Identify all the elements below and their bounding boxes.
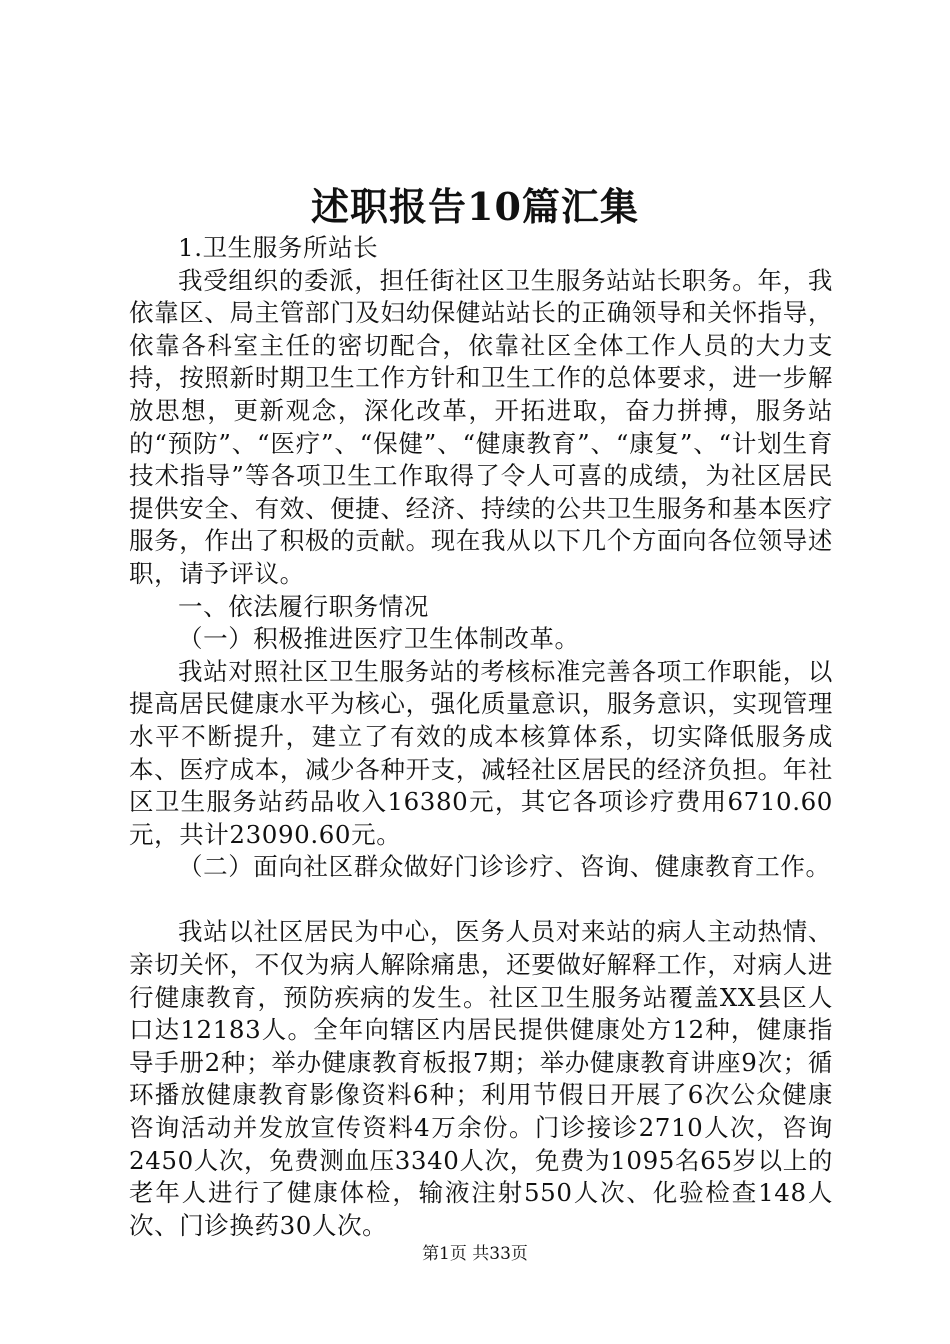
- page-title: 述职报告10篇汇集: [311, 184, 639, 229]
- section-heading: 1.卫生服务所站长: [178, 233, 379, 262]
- paragraph: 我受组织的委派，担任街社区卫生服务站站长职务。年，我依靠区、局主管部门及妇幼保健站站长的正确领导和关怀指导，依靠各科室主任的密切配合，依靠社区全体工作人员的大力支持，按照新时期卫生工作方针和卫生工作的总体要求，进一步解放思想，更新观念，深化改革，开拓进取，奋力拼搏，服务站的“预防”、“医疗”、“保健”、“健康教育”、“康复”、“计划生育技术指导”等各项卫生工作取得了令人可喜的成绩，为社区居民提供安全、有效、便捷、经济、持续的公共卫生服务和基本医疗服务，作出了积极的贡献。现在我从以下几个方面向各位领导述职，请予评议。: [129, 265, 833, 588]
- paragraph: 我站以社区居民为中心，医务人员对来站的病人主动热情、亲切关怀，不仅为病人解除痛患，还要做好解释工作，对病人进行健康教育，预防疾病的发生。社区卫生服务站覆盖XX县区人口达12183人。全年向辖区内居民提供健康处方12种，健康指导手册2种；举办健康教育板报7期；举办健康教育讲座9次；循环播放健康教育影像资料6种；利用节假日开展了6次公众健康咨询活动并发放宣传资料4万余份。门诊接诊2710人次，咨询2450人次，免费测血压3340人次，免费为1095名65岁以上的老年人进行了健康体检，输液注射550人次、化验检查148人次、门诊换药30人次。: [129, 917, 833, 1240]
- subsection-heading: （一）积极推进医疗卫生体制改革。: [178, 624, 580, 654]
- page-footer: 第1页 共33页: [422, 1244, 528, 1264]
- document-body: [129, 232, 833, 1242]
- section-heading: 一、依法履行职务情况: [178, 591, 429, 621]
- paragraph: 我站对照社区卫生服务站的考核标准完善各项工作职能，以提高居民健康水平为核心，强化质量意识，服务意识，实现管理水平不断提升，建立了有效的成本核算体系，切实降低服务成本、医疗成本，减少各种开支，减轻社区居民的经济负担。年社区卫生服务站药品收入16380元，其它各项诊疗费用6710.60元，共计23090.60元。: [129, 656, 833, 849]
- blank-line: [129, 884, 833, 917]
- subsection-heading: （二）面向社区群众做好门诊诊疗、咨询、健康教育工作。: [178, 852, 831, 882]
